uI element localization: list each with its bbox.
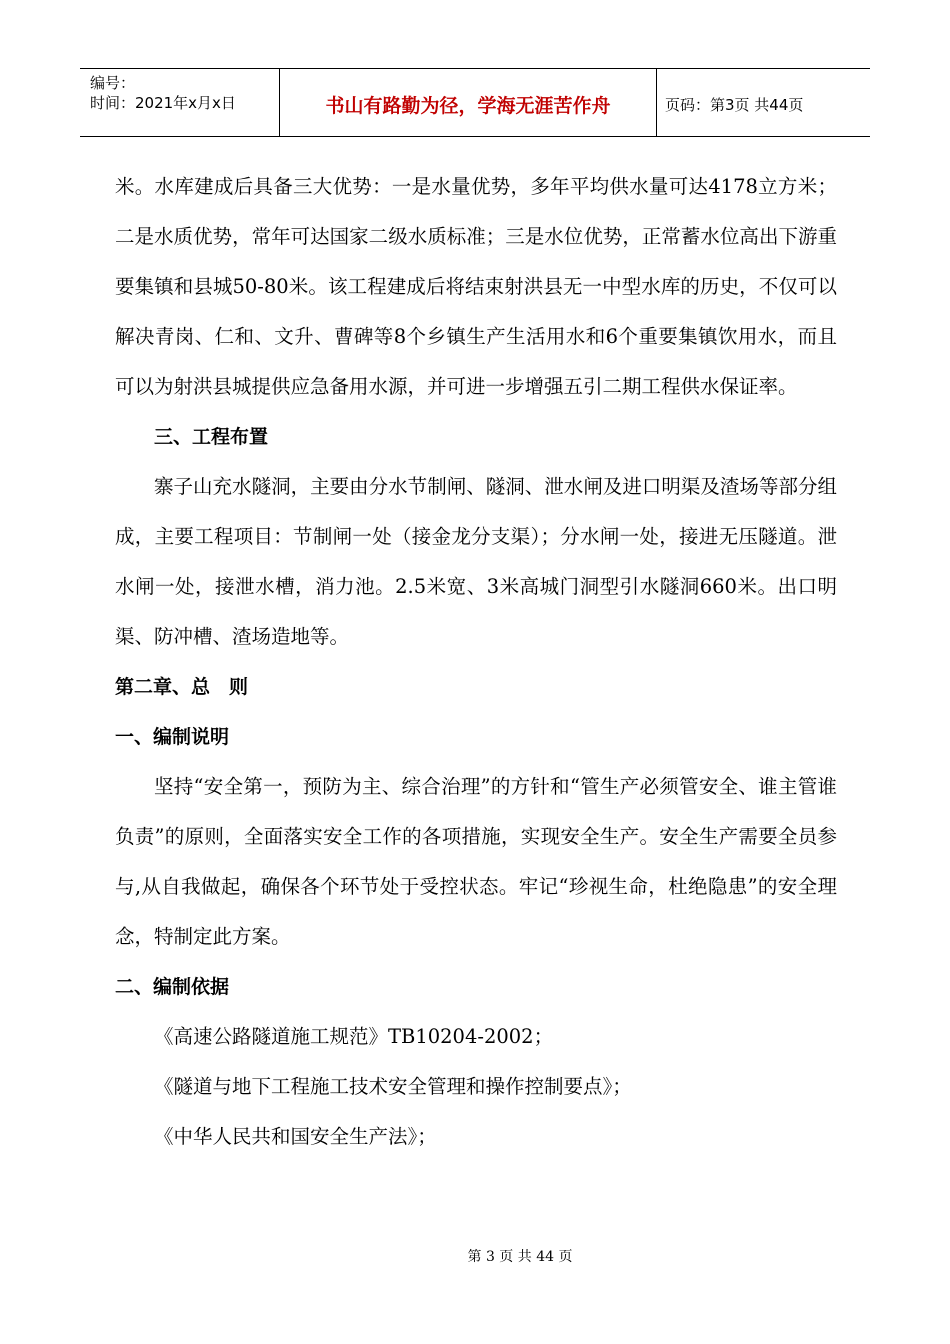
chapter-heading: 第二章、总 则	[115, 676, 249, 698]
section-heading-basis: 二、编制依据	[115, 976, 230, 998]
document-number-label: 编号：	[90, 74, 136, 92]
section-heading-layout: 三、工程布置	[154, 426, 269, 448]
section-heading-description: 一、编制说明	[115, 726, 230, 748]
body-paragraph: 坚持“安全第一，预防为主、综合治理”的方针和“管生产必须管安全、谁主管谁负责”的原则，全面落实安全工作的各项措施，实现安全生产。安全生产需要全员参与,从自我做起，确保各个环节处于受控状态。牢记“珍视生命，杜绝隐患”的安全理念，特制定此方案。	[115, 775, 837, 948]
page-footer: 第 3 页 共 44 页	[467, 1249, 573, 1265]
document-body	[115, 162, 837, 1162]
page-header	[80, 68, 870, 137]
reference-item: 《高速公路隧道施工规范》TB10204-2002；	[154, 1025, 554, 1048]
reference-item: 《隧道与地下工程施工技术安全管理和操作控制要点》；	[154, 1075, 632, 1098]
header-meta	[80, 69, 280, 136]
body-paragraph: 寨子山充水隧洞，主要由分水节制闸、隧洞、泄水闸及进口明渠及渣场等部分组成，主要工程项目：节制闸一处（接金龙分支渠）；分水闸一处，接进无压隧道。泄水闸一处，接泄水槽，消力池。2.5米宽、3米高城门洞型引水隧洞660米。出口明渠、防冲槽、渣场造地等。	[115, 475, 837, 648]
reference-item: 《中华人民共和国安全生产法》；	[154, 1125, 437, 1148]
body-paragraph: 米。水库建成后具备三大优势：一是水量优势，多年平均供水量可达4178立方米；二是水质优势，常年可达国家二级水质标准；三是水位优势，正常蓄水位高出下游重要集镇和县城50-80米。该工程建成后将结束射洪县无一中型水库的历史，不仅可以解决青岗、仁和、文升、曹碑等8个乡镇生产生活用水和6个重要集镇饮用水，而且可以为射洪县城提供应急备用水源，并可进一步增强五引二期工程供水保证率。	[115, 175, 837, 398]
document-time-label: 时间：2021年x月x日	[90, 94, 236, 112]
header-motto: 书山有路勤为径，学海无涯苦作舟	[280, 69, 657, 136]
header-page-info: 页码：第3页 共44页	[665, 96, 804, 114]
